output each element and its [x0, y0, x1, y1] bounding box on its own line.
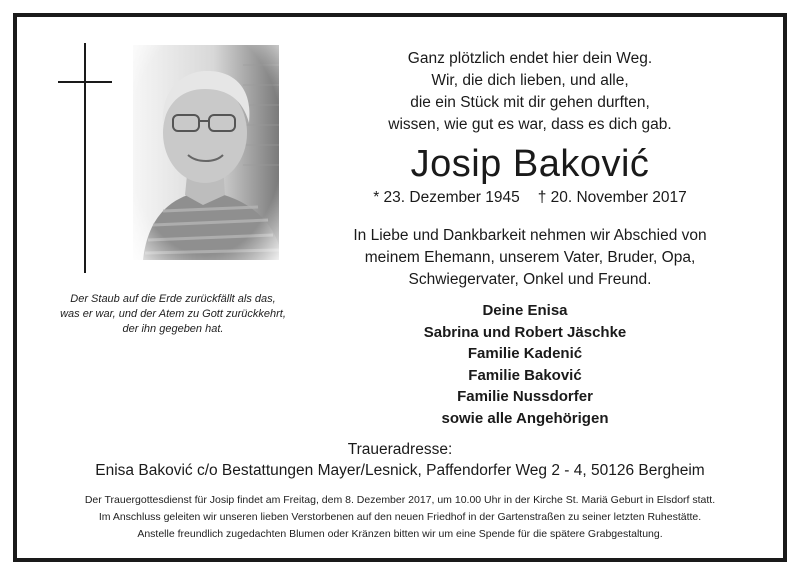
farewell-line: Schwiegervater, Onkel und Freund.: [408, 271, 652, 288]
mourner-name: Sabrina und Robert Jäschke: [423, 323, 627, 341]
poem-line: wissen, wie gut es war, dass es dich gab.: [388, 116, 672, 133]
mourner-name: sowie alle Angehörigen: [441, 409, 609, 427]
poem: [350, 48, 710, 136]
portrait-photo: [133, 45, 279, 260]
mourners-list: [350, 300, 700, 429]
service-line: Anstelle freundlich zugedachten Blumen oder Kränzen bitten wir um eine Spende für die spätere Grabgestaltung.: [137, 528, 663, 540]
mourner-name: Deine Enisa: [482, 302, 568, 319]
deceased-name: Josip Baković: [410, 143, 650, 185]
address-label: Traueradresse:: [347, 441, 453, 458]
poem-line: die ein Stück mit dir gehen durften,: [410, 94, 650, 111]
mourning-address: Enisa Baković c/o Bestattungen Mayer/Lesnick, Paffendorfer Weg 2 - 4, 50126 Bergheim: [95, 462, 705, 479]
quote-line: Der Staub auf die Erde zurückfällt als das,: [70, 293, 276, 305]
portrait-illustration: [133, 45, 279, 260]
poem-line: Ganz plötzlich endet hier dein Weg.: [407, 50, 653, 67]
farewell-text: [330, 225, 730, 291]
quote-line: was er war, und der Atem zu Gott zurückkehrt,: [60, 308, 286, 320]
service-information: [30, 492, 770, 543]
poem-line: Wir, die dich lieben, und alle,: [431, 72, 629, 89]
mourner-name: Familie Baković: [468, 366, 582, 384]
quote-line: der ihn gegeben hat.: [122, 323, 224, 335]
service-line: Im Anschluss geleiten wir unseren lieben Verstorbenen auf den neuen Friedhof in der Gartenstraßen zu seiner letzten Ruhestätte.: [98, 511, 702, 523]
life-dates: [350, 187, 710, 209]
cross-vertical-bar: [84, 43, 86, 273]
farewell-line: meinem Ehemann, unserem Vater, Bruder, Opa,: [364, 249, 696, 266]
farewell-line: In Liebe und Dankbarkeit nehmen wir Abschied von: [353, 227, 707, 244]
mourner-name: Familie Kadenić: [467, 345, 583, 362]
death-date: † 20. November 2017: [537, 189, 687, 206]
service-line: Der Trauergottesdienst für Josip findet am Freitag, dem 8. Dezember 2017, um 10.00 Uhr in der Kirche St. Mariä Geburt in Elsdorf statt.: [84, 494, 716, 506]
mourner-name: Familie Nussdorfer: [457, 388, 593, 405]
birth-date: * 23. Dezember 1945: [373, 189, 520, 206]
scripture-quote: [38, 292, 308, 337]
cross-horizontal-bar: [58, 81, 112, 83]
